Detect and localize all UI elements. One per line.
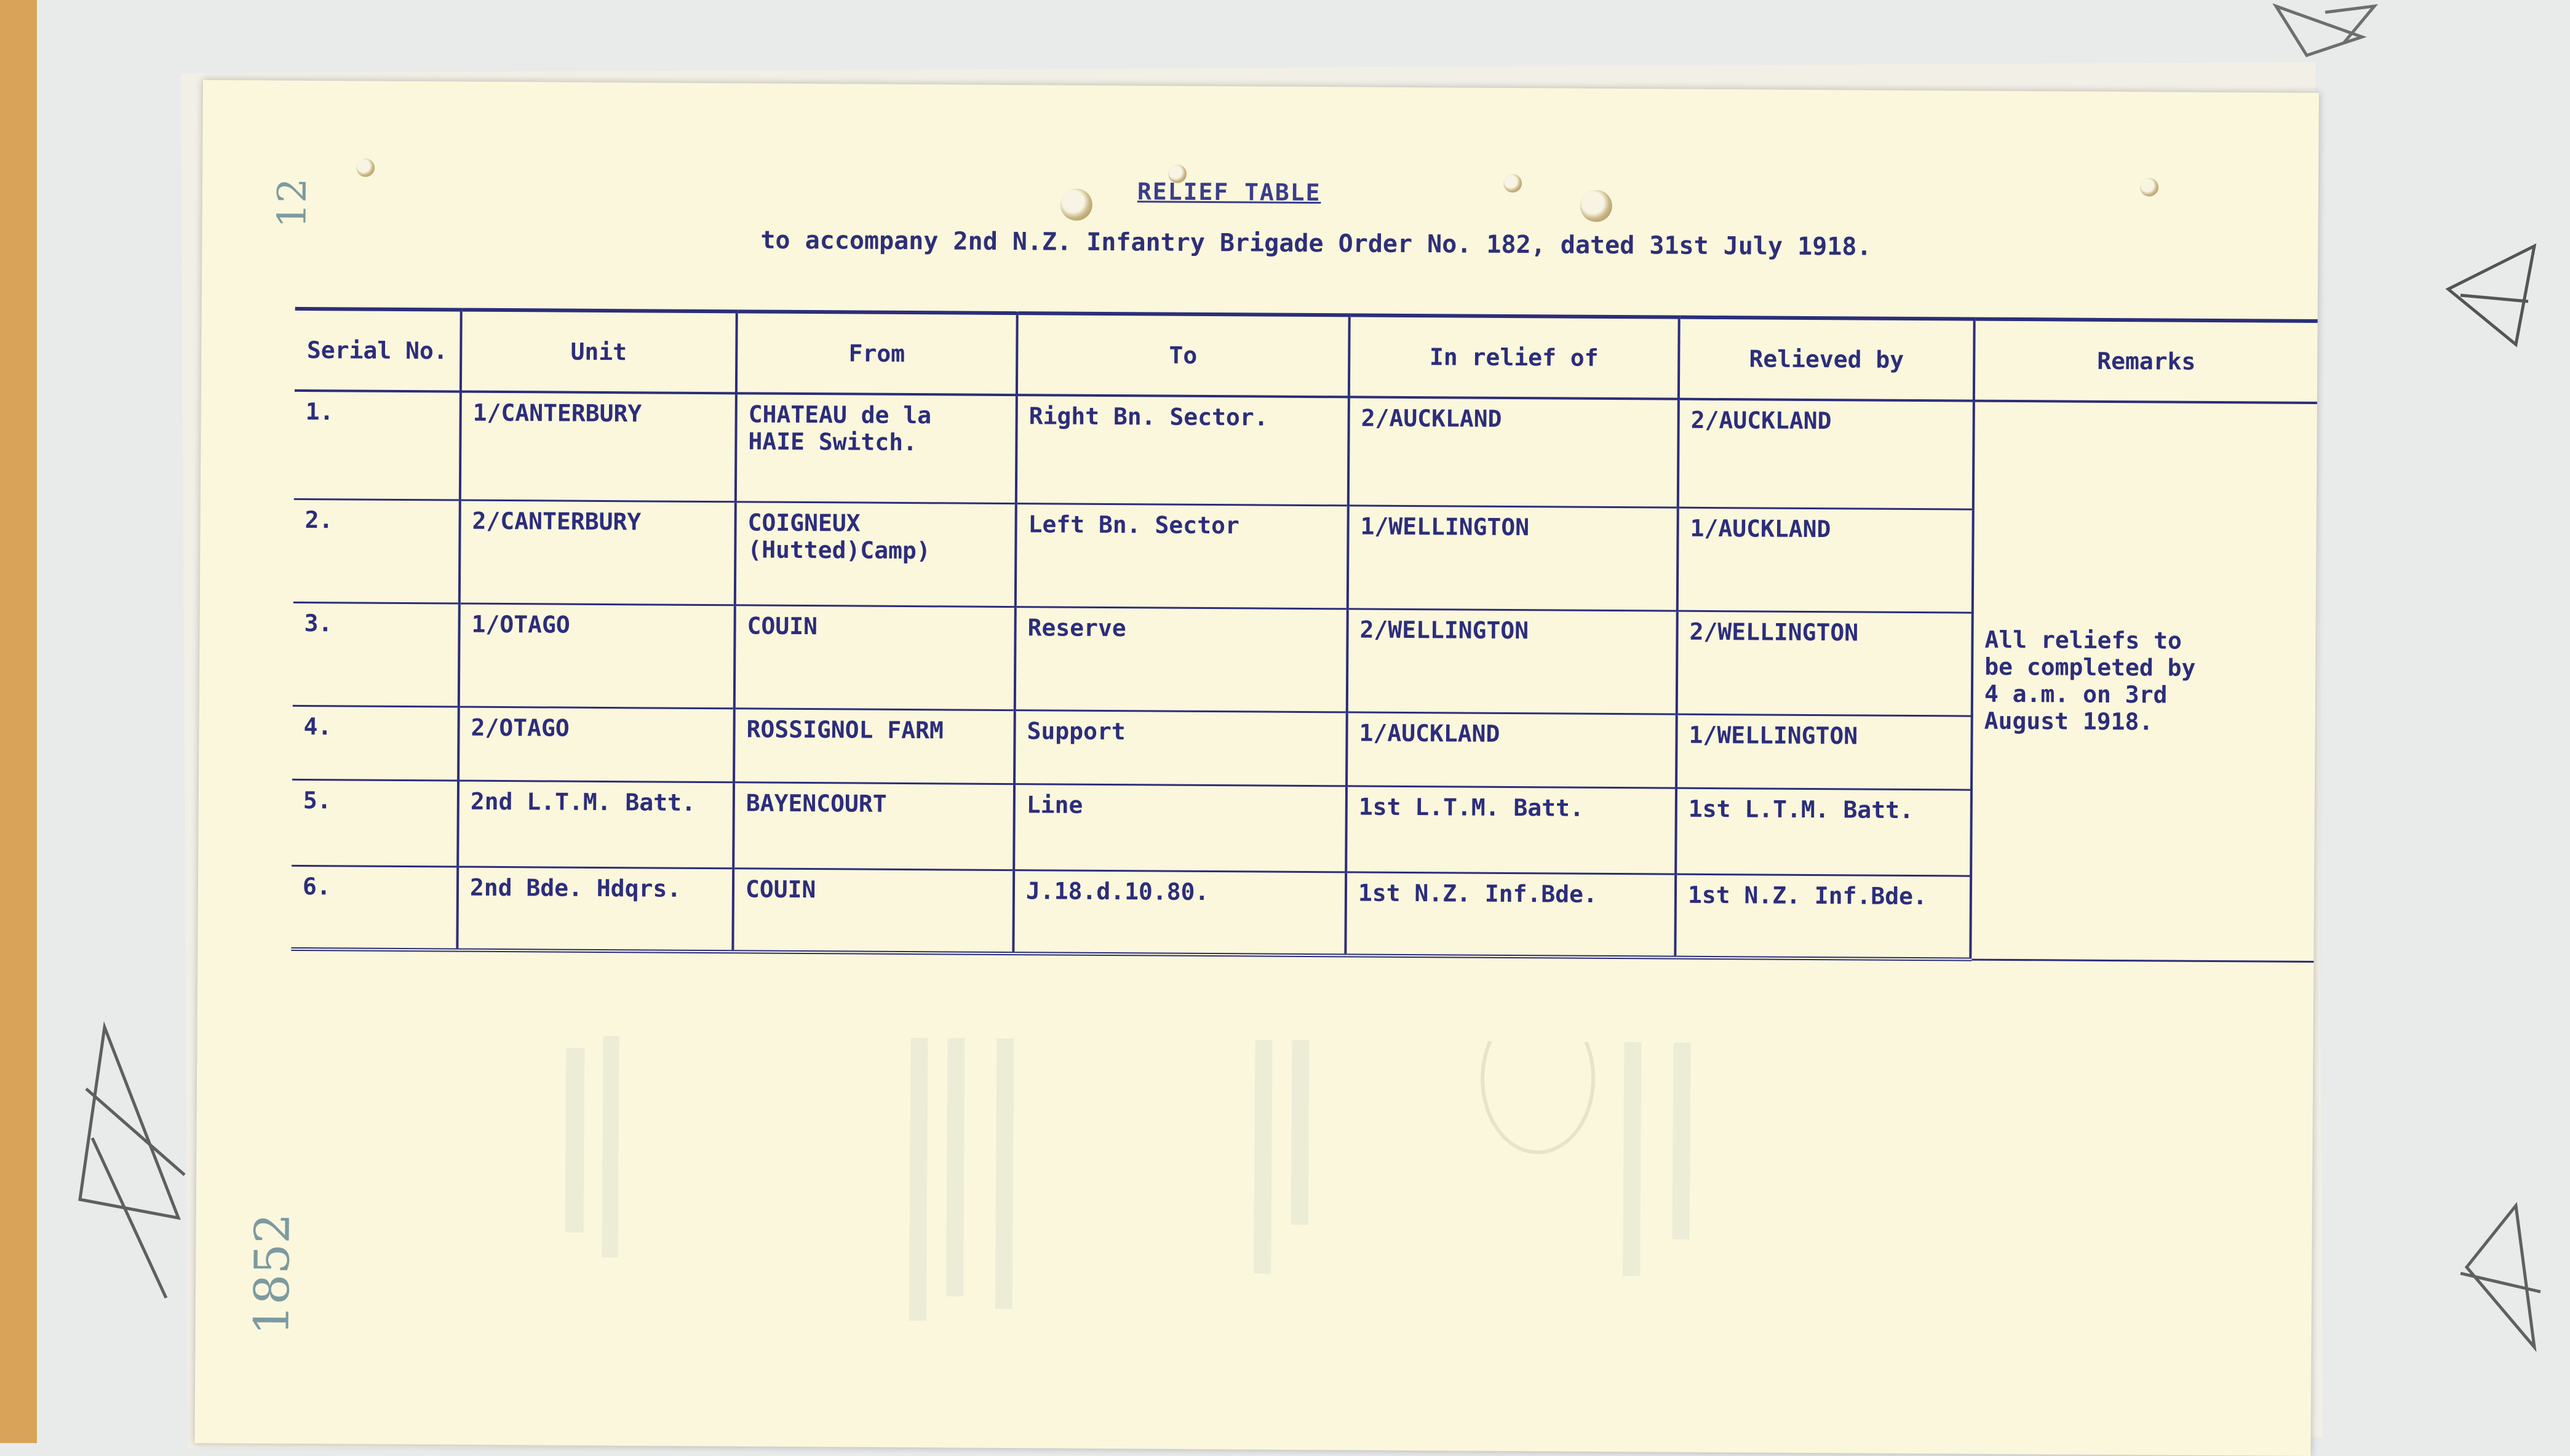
cell-relieved-by: 2/WELLINGTON [1677,611,1973,716]
cell-in-relief-of: 2/WELLINGTON [1347,608,1677,714]
cell-unit: 1/OTAGO [459,603,735,709]
cell-serial: 2. [293,499,460,603]
bleed-through-marks [564,1036,1919,1351]
cell-to: J.18.d.10.80. [1013,870,1346,955]
background-edge [0,0,37,1443]
cell-serial: 1. [294,391,461,500]
relief-table [291,307,2317,963]
cell-in-relief-of: 1st N.Z. Inf.Bde. [1345,872,1676,957]
pencil-sketch-right [2436,234,2559,357]
cell-from: CHATEAU de la HAIE Switch. [736,393,1017,503]
header-unit: Unit [461,310,737,394]
pencil-sketch-left [68,1015,203,1310]
punch-hole [2140,178,2158,196]
header-remarks: Remarks [1974,319,2318,403]
cell-relieved-by: 2/AUCKLAND [1678,399,1974,509]
cell-relieved-by: 1/WELLINGTON [1676,714,1972,790]
cell-from: ROSSIGNOL FARM [734,708,1015,784]
cell-to: Line [1014,784,1347,872]
cell-in-relief-of: 2/AUCKLAND [1348,397,1679,507]
document-page [194,80,2318,1456]
cell-in-relief-of: 1/AUCKLAND [1347,712,1677,787]
pencil-sketch-bottom-right [2448,1193,2559,1378]
folio-number-top: 12 [269,178,316,229]
cell-remarks: All reliefs to be completed by 4 a.m. on 3rd August 1918. [1970,401,2317,961]
cell-unit: 2nd L.T.M. Batt. [458,781,734,869]
table-header-row [295,309,2318,403]
cell-relieved-by: 1st L.T.M. Batt. [1676,788,1971,876]
punch-hole [356,159,375,177]
cell-to: Right Bn. Sector. [1016,395,1349,505]
header-relieved-by: Relieved by [1679,317,1975,401]
cell-unit: 2/CANTERBURY [459,500,736,605]
document-subtitle: to accompany 2nd N.Z. Infantry Brigade Order No. 182, dated 31st July 1918. [760,226,1872,261]
cell-serial: 3. [293,602,459,707]
cell-to: Left Bn. Sector [1016,503,1348,608]
cell-relieved-by: 1st N.Z. Inf.Bde. [1675,874,1971,960]
cell-unit: 2nd Bde. Hdqrs. [457,867,733,952]
header-serial: Serial No. [295,309,461,392]
cell-from: COIGNEUX (Hutted)Camp) [735,501,1016,607]
cell-to: Support [1014,710,1347,786]
header-to: To [1017,313,1350,397]
header-in-relief-of: In relief of [1349,315,1679,399]
table-row [294,391,2317,511]
cell-from: BAYENCOURT [733,782,1014,870]
cell-unit: 1/CANTERBURY [460,392,736,502]
punch-hole [1060,189,1092,221]
cell-in-relief-of: 1st L.T.M. Batt. [1346,786,1676,873]
cell-relieved-by: 1/AUCKLAND [1677,507,1973,613]
document-title: RELIEF TABLE [1137,178,1321,207]
cell-from: COUIN [733,868,1014,953]
cell-to: Reserve [1015,607,1348,712]
punch-hole [1503,174,1522,193]
cell-serial: 4. [292,706,459,781]
cell-from: COUIN [734,605,1016,710]
cell-unit: 2/OTAGO [458,707,734,782]
punch-hole [1580,190,1612,222]
cell-in-relief-of: 1/WELLINGTON [1348,505,1678,610]
header-from: From [736,311,1017,395]
cell-serial: 5. [292,779,458,867]
cell-serial: 6. [291,865,458,950]
folio-number-bottom: 1852 [244,1212,301,1336]
